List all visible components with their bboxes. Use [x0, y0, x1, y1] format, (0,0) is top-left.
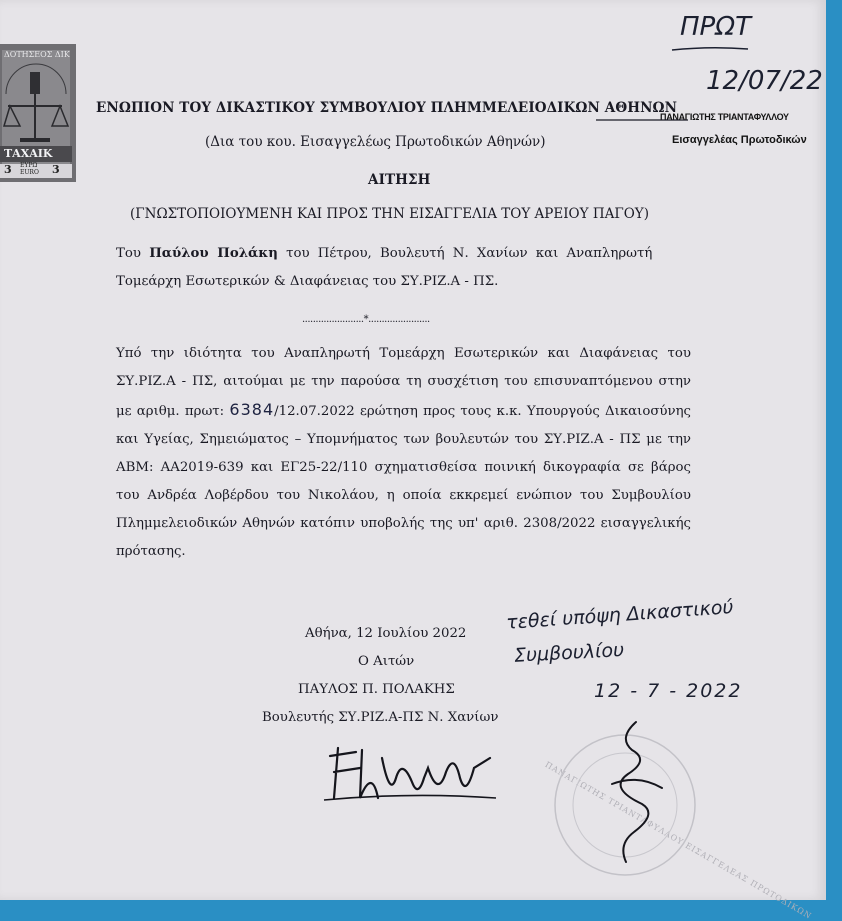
heading-underline: [596, 118, 690, 122]
applicant-line-2: Τομεάρχη Εσωτερικών & Διαφάνειας του ΣΥ.ΡΙΖ.Α - ΠΣ.: [116, 274, 499, 289]
prosecutor-stamp-name: ΠΑΝΑΓΙΩΤΗΣ ΤΡΙΑΝΤΑΦΥΛΛΟΥ: [660, 112, 789, 122]
signer-title: Βουλευτής ΣΥ.ΡΙΖ.Α-ΠΣ Ν. Χανίων: [262, 710, 499, 725]
paragraph-part-2: /12.07.2022 ερώτηση προς τους κ.κ. Υπουργούς Δικαιοσύνης και Υγείας, Σημειώματος – Υπομνήματος των βουλευτών του ΣΥ.ΡΙΖ.Α - ΠΣ με την ΑΒΜ: ΑΑ2019-639 και ΕΓ25-22/110 σχηματισθείσα ποινική δικογραφία σε βάρος του Ανδρέα Λοβέρδου του Νικολάου, η οποία εκκρεμεί ενώπιον του Συμβουλίου Πλημμελειοδικών Αθηνών κατόπιν υποβολής της υπ' αριθ. 2308/2022 εισαγγελικής πρότασης.: [116, 404, 691, 559]
round-stamp-text: ΠΑΝΑΓΙΩΤΗΣ ΤΡΙΑΝΤΑΦΥΛΛΟΥ ΕΙΣΑΓΓΕΛΕΑΣ ΠΡΩΤΟΔΙΚΩΝ: [543, 760, 814, 921]
applicant-line-1: [116, 246, 652, 261]
applicant-signature: [320, 738, 500, 808]
applicant-prefix: Του: [116, 246, 141, 261]
signer-name: ΠΑΥΛΟΣ Π. ΠΟΛΑΚΗΣ: [298, 682, 455, 697]
prosecutor-stamp-title: Εισαγγελέας Πρωτοδικών: [672, 134, 807, 146]
stamp-top-text: ΔΟΤΗΣΕΟΣ ΔΙΚ: [4, 50, 70, 59]
stamp-value-left: 3: [4, 163, 12, 176]
court-heading: ΕΝΩΠΙΟΝ ΤΟΥ ΔΙΚΑΣΤΙΚΟΥ ΣΥΜΒΟΥΛΙΟΥ ΠΛΗΜΜΕΛΕΙΟΔΙΚΩΝ ΑΘΗΝΩΝ: [96, 100, 678, 116]
revenue-stamp: [0, 44, 76, 184]
applicant-name: Παύλου Πολάκη: [149, 246, 278, 261]
via-line: (Δια του κου. Εισαγγελέως Πρωτοδικών Αθηνών): [205, 134, 546, 150]
protocol-number-handwritten: 6384: [229, 400, 275, 419]
handwritten-note-date: 12 - 7 - 2022: [594, 680, 743, 702]
stamp-value-right: 3: [52, 163, 60, 176]
signer-role: Ο Αιτών: [358, 654, 415, 669]
separator: .......................*.......................: [302, 314, 430, 325]
prosecutor-signature: [598, 714, 678, 874]
handwritten-note-line-1: τεθεί υπόψη Δικαστικού: [505, 596, 735, 634]
prot-annotation-label: ΠΡΩΤ: [680, 12, 751, 42]
main-paragraph: [116, 340, 691, 566]
paragraph-part-1: Υπό την ιδιότητα του Αναπληρωτή Τομεάρχη Εσωτερικών και Διαφάνειας του ΣΥ.ΡΙΖ.Α - ΠΣ, αιτούμαι με την παρούσα τη συσχέτιση του επισυναπτόμενου στην με αριθμ. πρωτ:: [116, 346, 691, 419]
stamp-currency: ΕΥΡΩ: [20, 162, 38, 169]
stamp-label: ΤΑΧΑΙΚ: [4, 147, 53, 160]
applicant-rest: του Πέτρου, Βουλευτή Ν. Χανίων και Αναπληρωτή: [286, 246, 653, 261]
place-date: Αθήνα, 12 Ιουλίου 2022: [305, 626, 467, 641]
handwritten-note-line-2: Συμβουλίου: [513, 639, 625, 667]
stamp-currency-alt: EURO: [20, 169, 39, 176]
prot-annotation-date: 12/07/22: [706, 66, 823, 96]
prot-underline: [670, 44, 750, 54]
notice-line: (ΓΝΩΣΤΟΠΟΙΟΥΜΕΝΗ ΚΑΙ ΠΡΟΣ ΤΗΝ ΕΙΣΑΓΓΕΛΙΑ ΤΟΥ ΑΡΕΙΟΥ ΠΑΓΟΥ): [130, 206, 649, 222]
doc-type-title: ΑΙΤΗΣΗ: [368, 172, 431, 188]
